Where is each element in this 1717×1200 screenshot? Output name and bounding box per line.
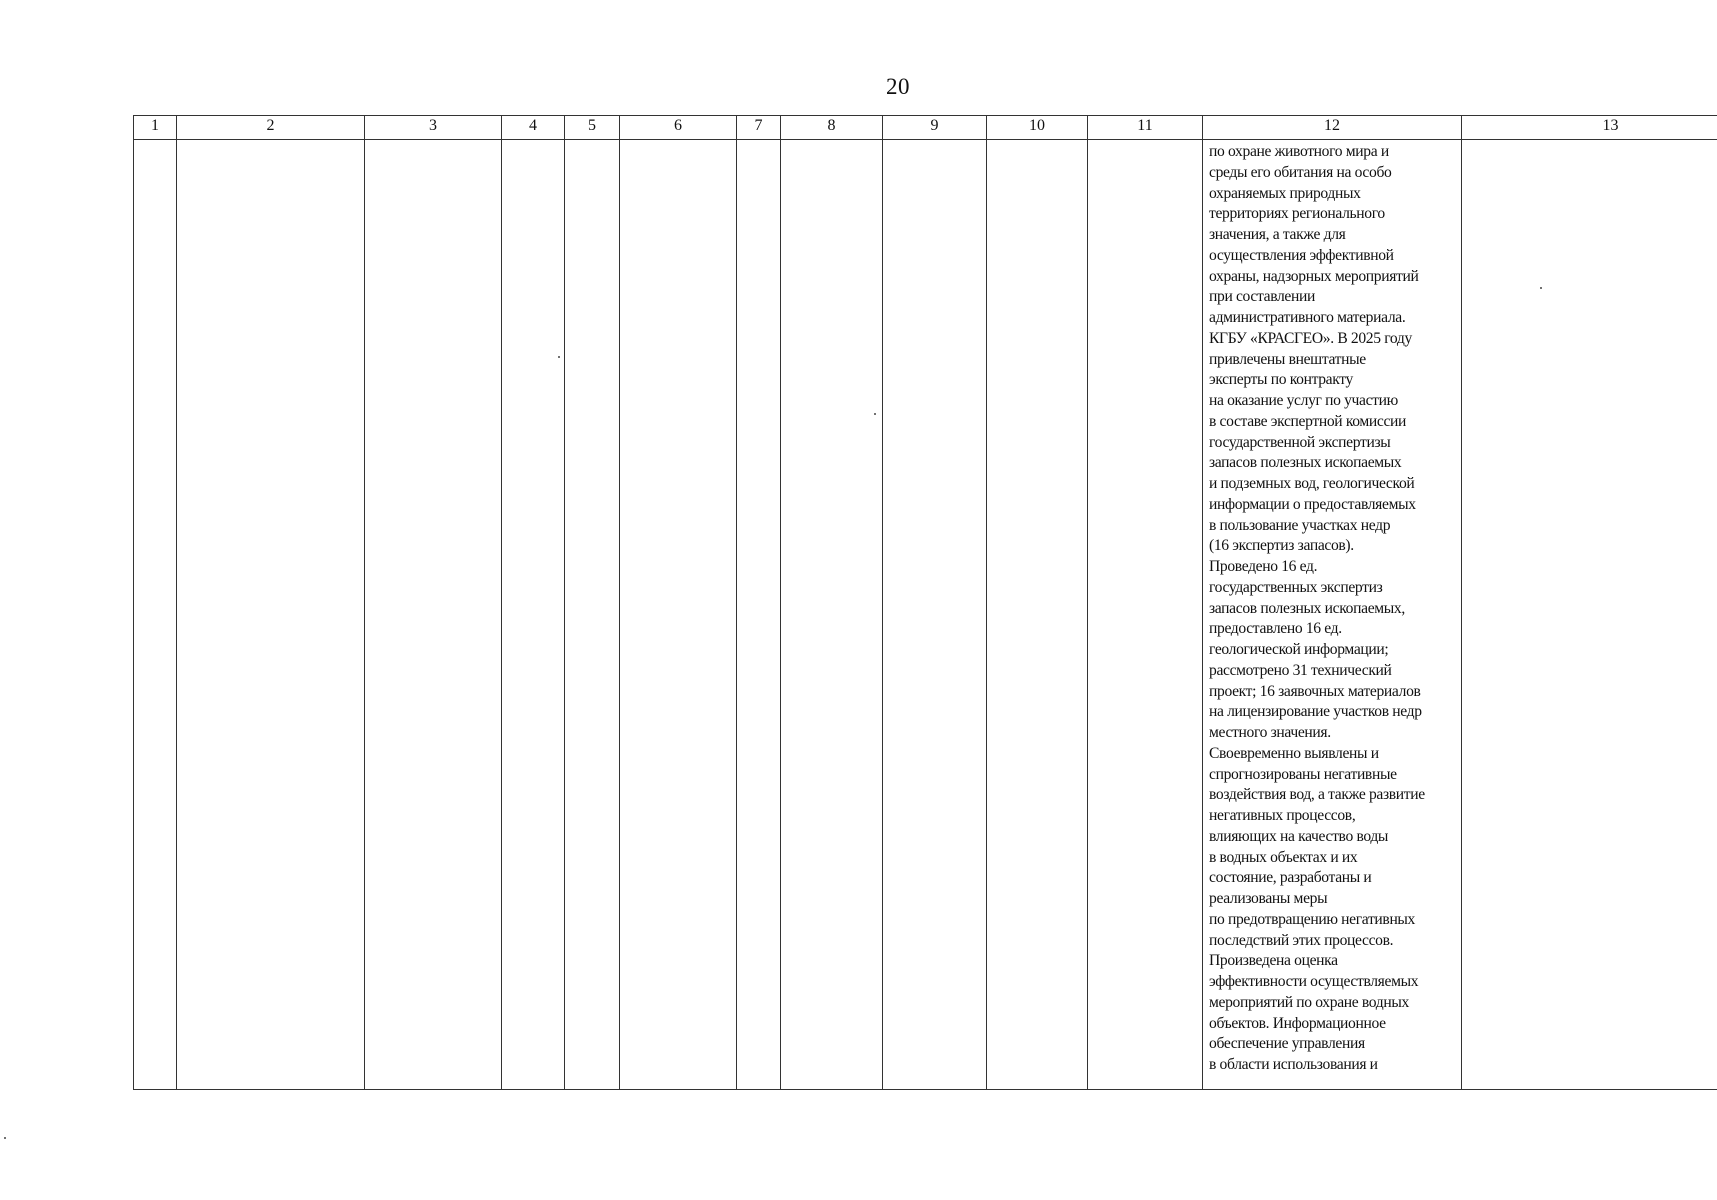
text-line: КГБУ «КРАСГЕО». В 2025 году	[1209, 329, 1412, 347]
scan-speck	[1540, 287, 1542, 289]
text-line: среды его обитания на особо	[1209, 163, 1392, 181]
text-line: геологической информации;	[1209, 641, 1389, 658]
cell-col-6	[620, 140, 737, 1090]
text-line: по охране животного мира и	[1209, 143, 1389, 160]
text-line: воздействия вод, а также развитие	[1209, 786, 1425, 804]
text-line: реализованы меры	[1209, 890, 1328, 907]
text-line: запасов полезных ископаемых,	[1209, 599, 1405, 617]
text-line: привлечены внештатные	[1209, 350, 1366, 368]
text-line: последствий этих процессов.	[1209, 931, 1394, 949]
document-table	[133, 115, 1717, 1090]
text-line: местного значения.	[1209, 724, 1331, 741]
cell-col-13	[1462, 140, 1717, 1090]
text-line: объектов. Информационное	[1209, 1014, 1386, 1032]
column-header-10: 10	[987, 116, 1088, 140]
text-line: мероприятий по охране водных	[1209, 993, 1409, 1011]
text-line: в составе экспертной комиссии	[1209, 412, 1407, 430]
text-line: предоставлено 16 ед.	[1209, 620, 1342, 638]
column-header-1: 1	[134, 116, 177, 140]
text-line: обеспечение управления	[1209, 1035, 1365, 1053]
text-line: в пользование участках недр	[1209, 516, 1391, 534]
text-line: территориях регионального	[1209, 205, 1385, 223]
text-line: негативных процессов,	[1209, 807, 1356, 824]
column-header-9: 9	[883, 116, 987, 140]
text-line: по предотвращению негативных	[1209, 910, 1416, 928]
cell-col-4	[502, 140, 565, 1090]
text-line: Своевременно выявлены и	[1209, 744, 1379, 762]
text-line: административного материала.	[1209, 309, 1406, 326]
text-line: в области использования и	[1209, 1056, 1378, 1073]
text-line: при составлении	[1209, 288, 1315, 306]
text-line: и подземных вод, геологической	[1209, 475, 1415, 492]
text-line: рассмотрено 31 технический	[1209, 661, 1392, 679]
cell-col-5	[565, 140, 620, 1090]
scan-speck	[4, 1137, 6, 1139]
column-header-5: 5	[565, 116, 620, 140]
column-header-4: 4	[502, 116, 565, 140]
text-line: осуществления эффективной	[1209, 246, 1394, 264]
text-line: запасов полезных ископаемых	[1209, 454, 1402, 472]
column-header-7: 7	[737, 116, 781, 140]
text-line: Произведена оценка	[1209, 952, 1338, 970]
text-line: на оказание услуг по участию	[1209, 392, 1398, 409]
text-line: проект; 16 заявочных материалов	[1209, 682, 1421, 700]
cell-col-9	[883, 140, 987, 1090]
cell-col-2	[177, 140, 365, 1090]
text-line: (16 экспертиз запасов).	[1209, 537, 1354, 555]
scan-speck	[558, 356, 560, 358]
page-number: 20	[886, 74, 910, 99]
table-row	[134, 140, 1717, 1090]
column-header-2: 2	[177, 116, 365, 140]
text-line: спрогнозированы негативные	[1209, 765, 1397, 783]
text-line: эффективности осуществляемых	[1209, 973, 1419, 990]
text-line: охраняемых природных	[1209, 184, 1361, 202]
cell-col-3	[365, 140, 502, 1090]
column-header-3: 3	[365, 116, 502, 140]
text-line: эксперты по контракту	[1209, 371, 1353, 389]
cell-col-10	[987, 140, 1088, 1090]
text-line: Проведено 16 ед.	[1209, 558, 1318, 575]
cell-col-8	[781, 140, 883, 1090]
cell-col-7	[737, 140, 781, 1090]
text-line: охраны, надзорных мероприятий	[1209, 267, 1419, 285]
cell-col-1	[134, 140, 177, 1090]
text-line: государственной экспертизы	[1209, 433, 1391, 451]
column-header-6: 6	[620, 116, 737, 140]
text-line: информации о предоставляемых	[1209, 495, 1416, 513]
text-line: состояние, разработаны и	[1209, 869, 1372, 887]
column-header-8: 8	[781, 116, 883, 140]
column-header-11: 11	[1088, 116, 1203, 140]
text-line: значения, а также для	[1209, 226, 1346, 243]
scan-speck	[874, 413, 876, 415]
column-header-12: 12	[1203, 116, 1462, 140]
text-line: влияющих на качество воды	[1209, 827, 1389, 845]
column-header-13: 13	[1462, 116, 1717, 140]
column-number-row	[134, 116, 1717, 140]
cell-col-11	[1088, 140, 1203, 1090]
text-line: в водных объектах и их	[1209, 848, 1358, 866]
text-line: государственных экспертиз	[1209, 578, 1383, 596]
cell-col-12-text	[1203, 140, 1462, 1090]
text-line: на лицензирование участков недр	[1209, 703, 1422, 721]
